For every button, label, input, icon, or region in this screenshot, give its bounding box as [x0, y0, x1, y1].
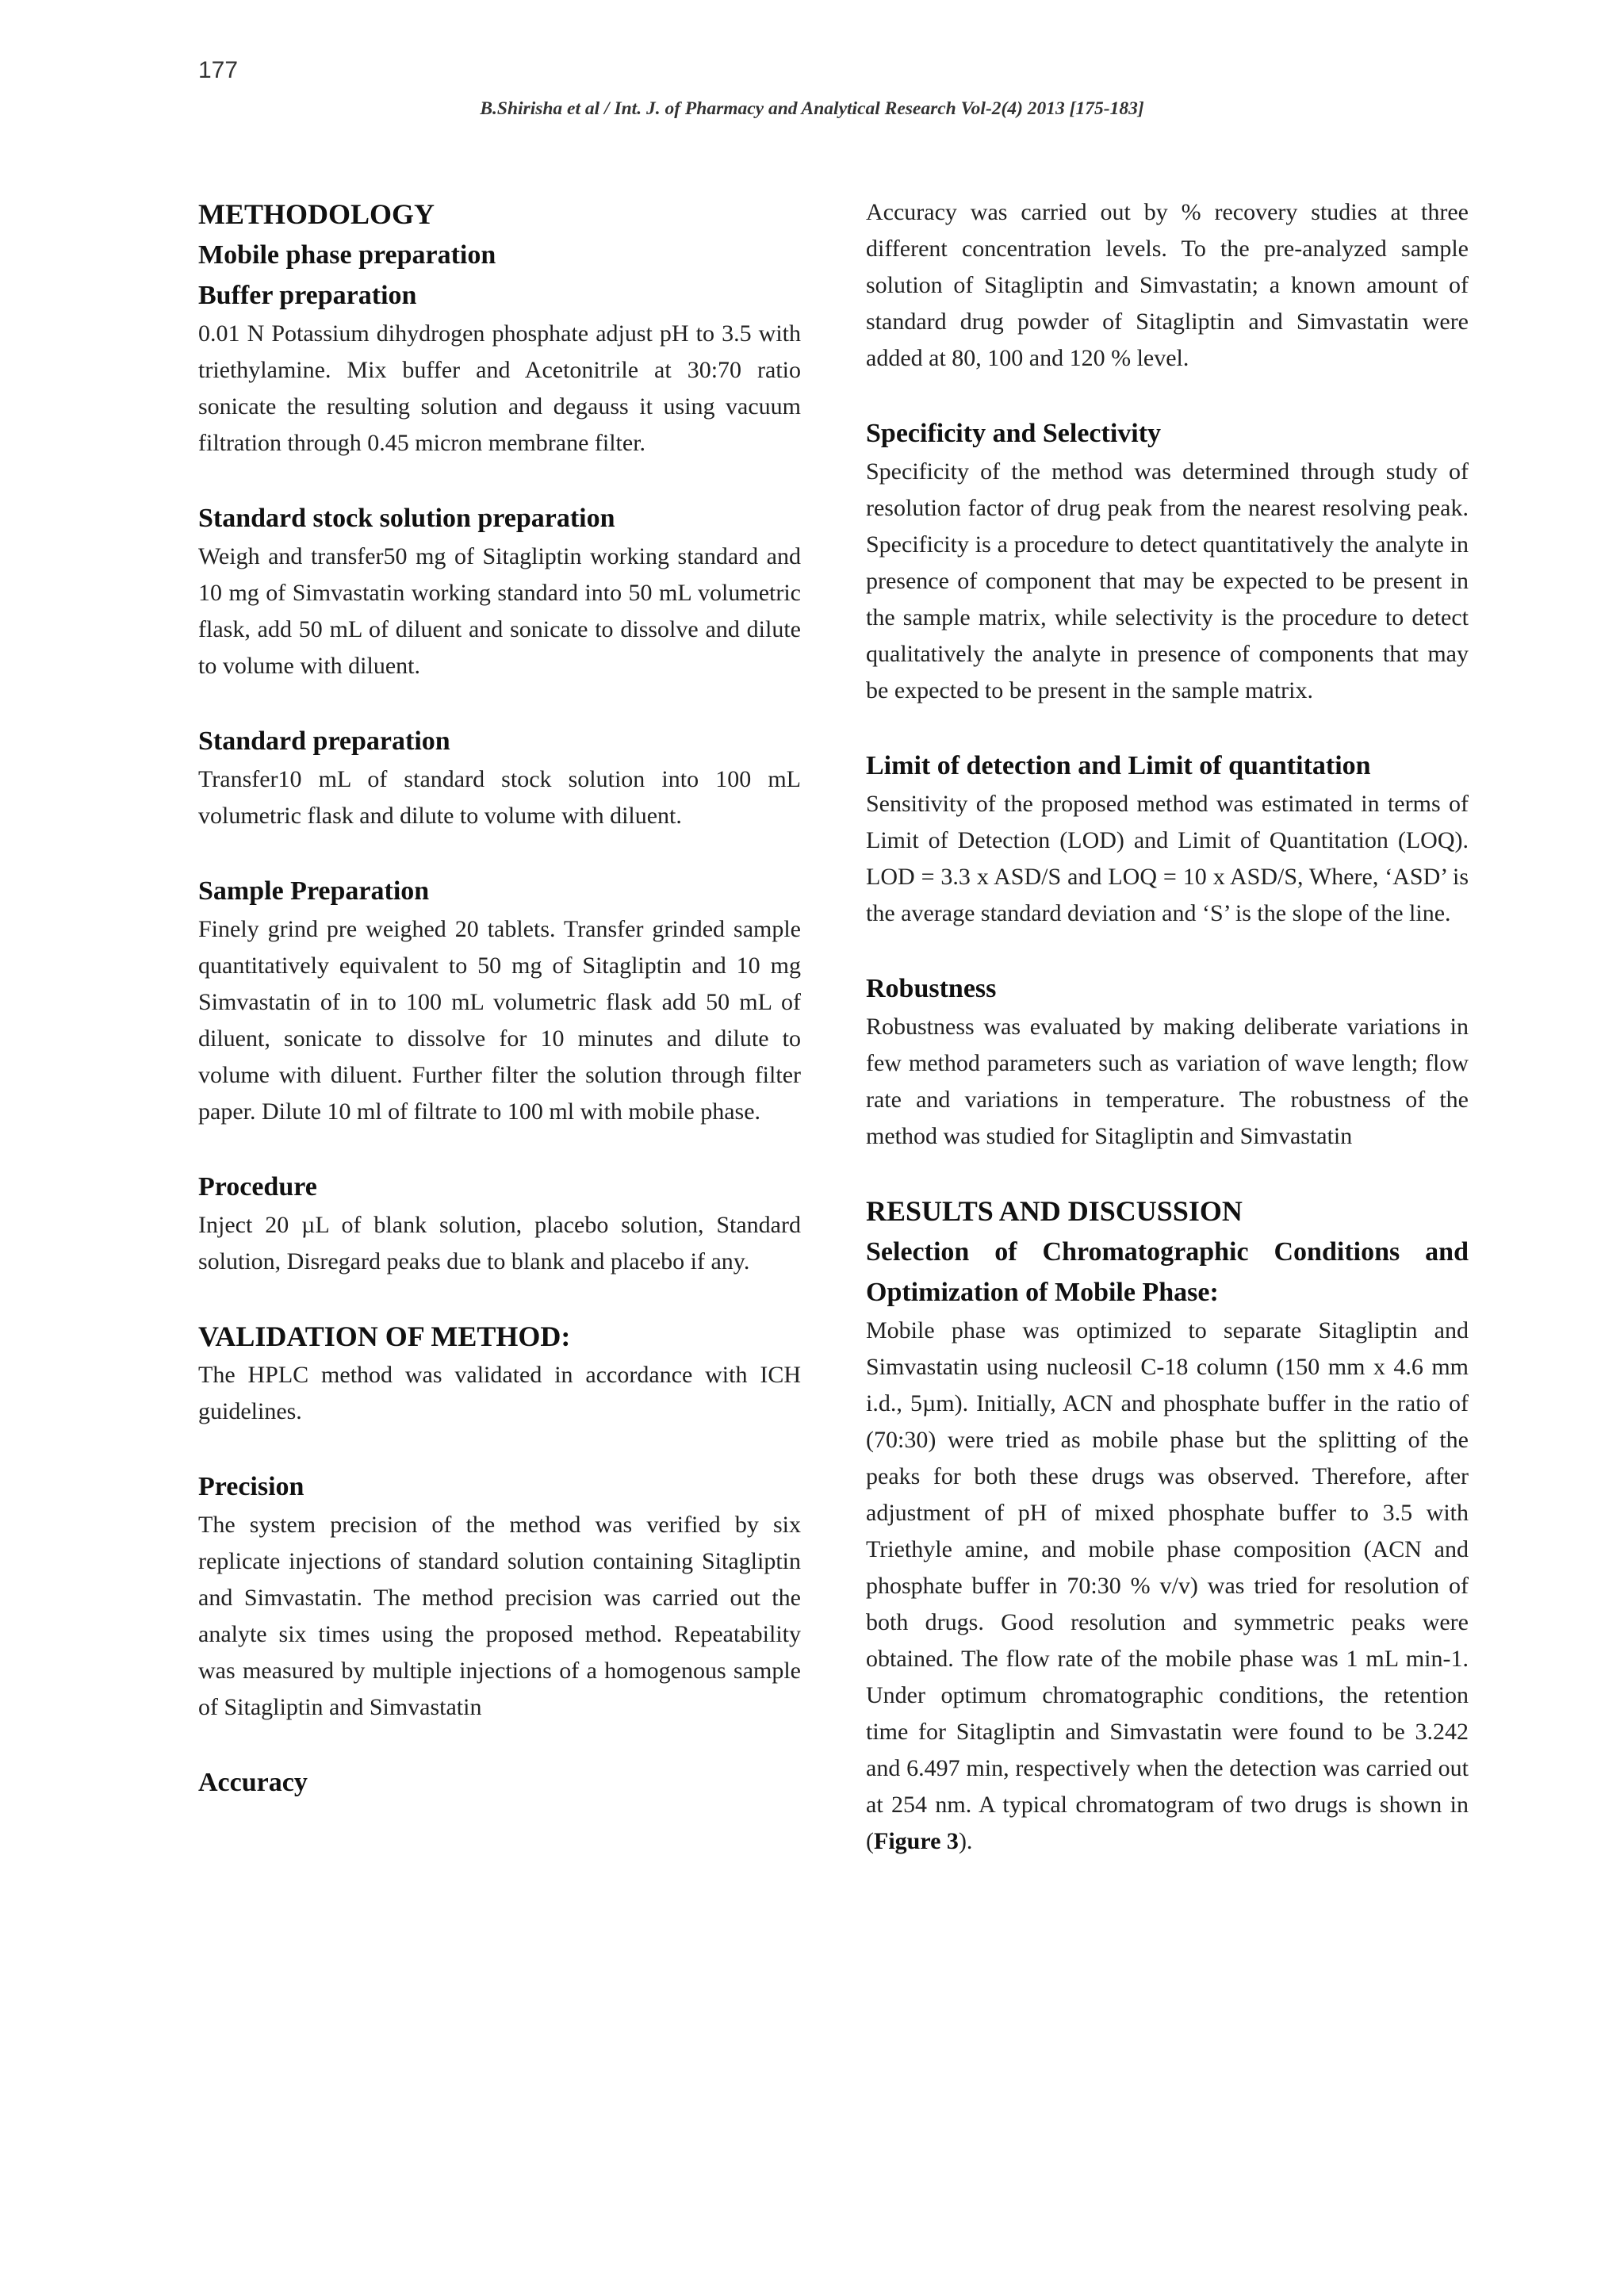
stock-heading: Standard stock solution preparation: [198, 504, 615, 533]
running-header: B.Shirisha et al / Int. J. of Pharmacy and Analytical Research Vol-2(4) 2013 [175-183]: [480, 98, 1144, 119]
precision-heading: Precision: [198, 1472, 304, 1501]
precision-paragraph: The system precision of the method was verified by six replicate injections of standard solution containing Sitagliptin and Simvastatin. The method precision was carried out the analyte six times using the proposed method. Repeatability was measured by multiple injections of a homogenous sample of Sitagliptin and Simvastatin: [198, 1512, 801, 1720]
results-text-end: ).: [958, 1828, 973, 1854]
left-column: [198, 194, 801, 1803]
procedure-paragraph: Inject 20 µL of blank solution, placebo solution, Standard solution, Disregard peaks due to blank and placebo if any.: [198, 1212, 801, 1274]
accuracy-section: [866, 194, 1469, 377]
specificity-heading: Specificity and Selectivity: [866, 419, 1162, 448]
sample-section: [198, 871, 801, 1130]
procedure-section: [198, 1167, 801, 1280]
lod-paragraph: Sensitivity of the proposed method was estimated in terms of Limit of Detection (LOD) and Limit of Quantitation (LOQ). LOD = 3.3 x ASD/S and LOQ = 10 x ASD/S, Where, ‘ASD’ is the average standard deviation and ‘S’ is the slope of the line.: [866, 791, 1469, 926]
specificity-section: [866, 413, 1469, 709]
accuracy-paragraph: Accuracy was carried out by % recovery studies at three different concentration levels. To the pre-analyzed sample solution of Sitagliptin and Simvastatin; a known amount of standard drug powder of Sitagliptin and Simvastatin were added at 80, 100 and 120 % level.: [866, 199, 1469, 371]
standard-section: [198, 721, 801, 834]
sample-heading: Sample Preparation: [198, 876, 430, 906]
results-text: Mobile phase was optimized to separate Sitagliptin and Simvastatin using nucleosil C-18 column (150 mm x 4.6 mm i.d., 5µm). Initially, ACN and phosphate buffer in the ratio of (70:30) were tried as mobile phase but the splitting of the peaks for both these drugs was observed. Therefore, after adjustment of pH of mixed phosphate buffer to 3.5 with Triethyle amine, and mobile phase composition (ACN and phosphate buffer in 70:30 % v/v) was tried for resolution of both drugs. Good resolution and symmetric peaks were obtained. The flow rate of the mobile phase was 1 mL min-1. Under optimum chromatographic conditions, the retention time for Sitagliptin and Simvastatin were found to be 3.242 and 6.497 min, respectively when the detection was carried out at 254 nm. A typical chromatogram of two drugs is shown in (: [866, 1317, 1469, 1854]
validation-paragraph: The HPLC method was validated in accordance with ICH guidelines.: [198, 1362, 801, 1424]
lod-section: [866, 746, 1469, 932]
sample-paragraph: Finely grind pre weighed 20 tablets. Transfer grinded sample quantitatively equivalent to 50 mg of Sitagliptin and 10 mg Simvastatin of in to 100 mL volumetric flask add 50 mL of diluent, sonicate to dissolve for 10 minutes and dilute to volume with diluent. Further filter the solution through filter paper. Dilute 10 ml of filtrate to 100 ml with mobile phase.: [198, 916, 801, 1125]
results-paragraph: [866, 1313, 1469, 1860]
results-heading: RESULTS AND DISCUSSION: [866, 1195, 1243, 1227]
results-section: [866, 1191, 1469, 1860]
standard-paragraph: Transfer10 mL of standard stock solution into 100 mL volumetric flask and dilute to volume with diluent.: [198, 766, 801, 829]
validation-section: [198, 1317, 801, 1430]
selection-heading: Selection of Chromatographic Conditions and Optimization of Mobile Phase:: [866, 1237, 1469, 1307]
standard-heading: Standard preparation: [198, 726, 450, 756]
buffer-heading: Buffer preparation: [198, 281, 417, 310]
buffer-paragraph: 0.01 N Potassium dihydrogen phosphate adjust pH to 3.5 with triethylamine. Mix buffer and Acetonitrile at 30:70 ratio sonicate the resulting solution and degauss it using vacuum filtration through 0.45 micron membrane filter.: [198, 320, 801, 456]
precision-section: [198, 1466, 801, 1726]
stock-paragraph: Weigh and transfer50 mg of Sitagliptin working standard and 10 mg of Simvastatin working standard into 50 mL volumetric flask, add 50 mL of diluent and sonicate to dissolve and dilute to volume with diluent.: [198, 543, 801, 679]
validation-heading: VALIDATION OF METHOD:: [198, 1320, 571, 1352]
methodology-heading: METHODOLOGY: [198, 198, 435, 230]
specificity-paragraph: Specificity of the method was determined through study of resolution factor of drug peak from the nearest resolving peak. Specificity is a procedure to detect quantitatively the analyte in presence of component that may be expected to be present in the sample matrix, while selectivity is the procedure to detect qualitatively the analyte in presence of components that may be expected to be present in the sample matrix.: [866, 458, 1469, 703]
robustness-heading: Robustness: [866, 974, 997, 1003]
right-column: [866, 194, 1469, 1860]
methodology-section: [198, 194, 801, 462]
stock-section: [198, 498, 801, 684]
robustness-section: [866, 968, 1469, 1155]
accuracy-heading: Accuracy: [198, 1768, 308, 1797]
accuracy-heading-block: [198, 1762, 801, 1803]
procedure-heading: Procedure: [198, 1172, 317, 1202]
lod-heading: Limit of detection and Limit of quantitation: [866, 751, 1371, 780]
page-number: 177: [198, 57, 239, 83]
robustness-paragraph: Robustness was evaluated by making deliberate variations in few method parameters such as variation of wave length; flow rate and variations in temperature. The robustness of the method was studied for Sitagliptin and Simvastatin: [866, 1014, 1469, 1149]
mobile-phase-heading: Mobile phase preparation: [198, 240, 496, 270]
figure-reference: Figure 3: [874, 1828, 959, 1854]
